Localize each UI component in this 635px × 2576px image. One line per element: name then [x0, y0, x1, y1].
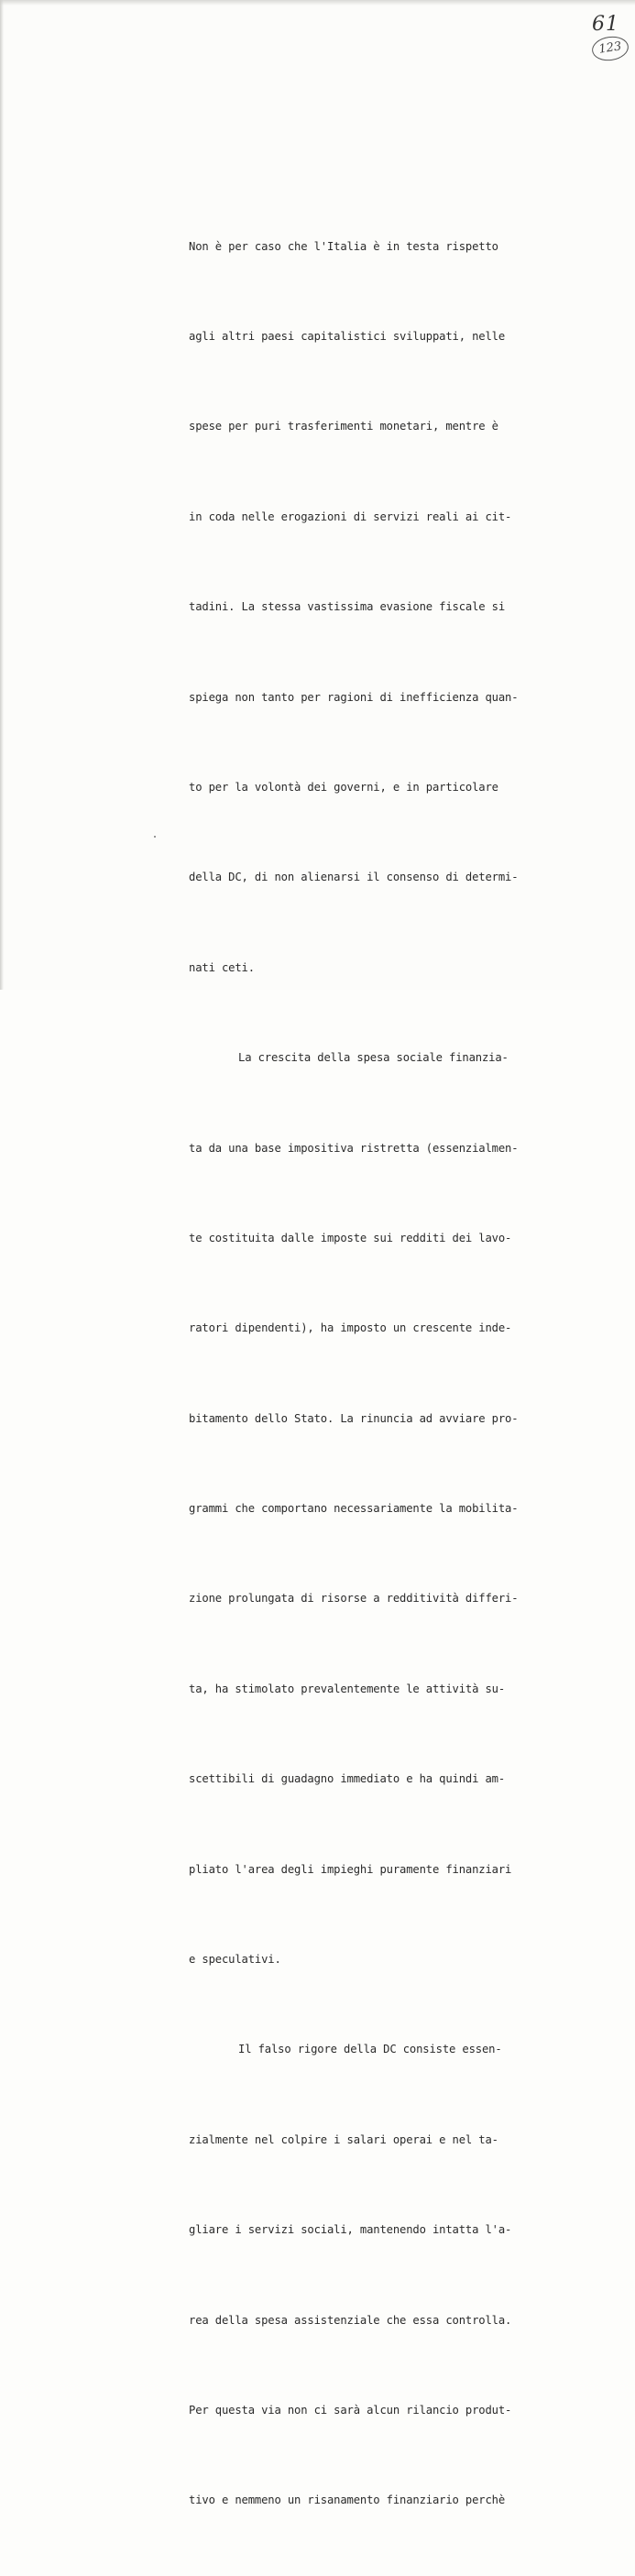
text-line: grammi che comportano necessariamente la mobilita- [189, 1502, 519, 1516]
paragraph-start-line: Il falso rigore della DC consiste essen- [238, 2043, 502, 2056]
text-line: te costituita dalle imposte sui redditi dei lavo- [189, 1231, 512, 1244]
text-line: scettibili di guadagno immediato e ha quindi am- [189, 1772, 505, 1786]
archive-stamp: 123 [590, 34, 630, 62]
text-line: agli altri paesi capitalistici sviluppati, nelle [189, 329, 505, 343]
text-line: ta da una base impositiva ristretta (essenzialmen- [189, 1141, 519, 1155]
text-line: nati ceti. [189, 960, 255, 974]
text-line: zione prolungata di risorse a redditività differi- [189, 1592, 519, 1606]
scan-speck [154, 836, 156, 838]
text-line: pliato l'area degli impieghi puramente finanziari [189, 1862, 512, 1876]
text-line: tadini. La stessa vastissima evasione fiscale si [189, 600, 505, 614]
text-line: to per la volontà dei governi, e in particolare [189, 780, 498, 794]
text-line: ta, ha stimolato prevalentemente le attività su- [189, 1682, 505, 1695]
scan-edge-top [0, 0, 635, 5]
text-line: ratori dipendenti), ha imposto un crescente inde- [189, 1321, 512, 1335]
text-line: spiega non tanto per ragioni di inefficienza quan- [189, 690, 519, 704]
body-text [189, 171, 519, 2576]
text-line: rea della spesa assistenziale che essa controlla. [189, 2313, 512, 2327]
text-line: in coda nelle erogazioni di servizi reali ai cit- [189, 510, 512, 523]
paragraph-start-line: La crescita della spesa sociale finanzia- [238, 1051, 509, 1065]
text-line: bitamento dello Stato. La rinuncia ad avviare pro- [189, 1411, 519, 1425]
text-line: zialmente nel colpire i salari operai e nel ta- [189, 2132, 498, 2146]
scan-edge-left [0, 0, 4, 990]
text-line: Non è per caso che l'Italia è in testa rispetto [189, 239, 498, 253]
text-line: e speculativi. [189, 1953, 281, 1967]
text-line: spese per puri trasferimenti monetari, mentre è [189, 420, 498, 433]
text-line: tivo e nemmeno un risanamento finanziario perchè [189, 2494, 505, 2507]
text-line: Per questa via non ci sarà alcun rilancio produt- [189, 2403, 512, 2417]
folio-number: 61 [592, 13, 619, 36]
text-line: della DC, di non alienarsi il consenso di determi- [189, 871, 519, 884]
text-line: gliare i servizi sociali, mantenendo intatta l'a- [189, 2223, 512, 2237]
